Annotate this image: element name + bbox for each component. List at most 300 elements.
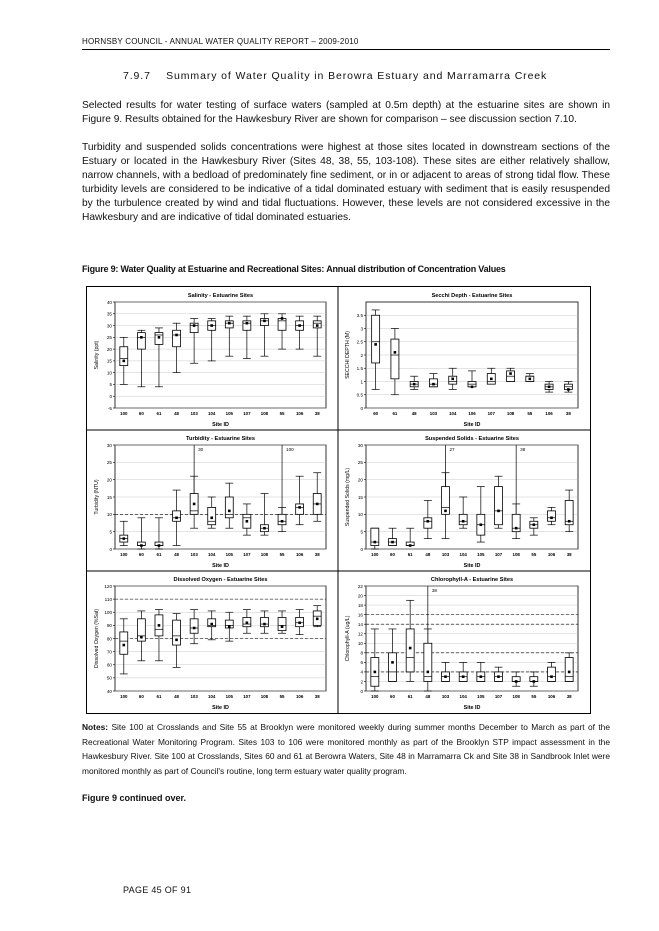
box-iqr bbox=[173, 330, 181, 346]
box-105 bbox=[225, 483, 233, 528]
mean-marker bbox=[391, 541, 394, 544]
box-107 bbox=[495, 476, 503, 528]
box-104 bbox=[208, 318, 216, 360]
box-iqr bbox=[565, 658, 573, 682]
box-55 bbox=[526, 374, 534, 382]
x-tick-label: 108 bbox=[260, 411, 269, 416]
x-tick-label: 103 bbox=[190, 694, 198, 699]
mean-marker bbox=[316, 618, 319, 621]
mean-marker bbox=[568, 671, 571, 674]
box-104 bbox=[459, 497, 467, 528]
box-iqr bbox=[173, 511, 181, 521]
running-header: HORNSBY COUNCIL - ANNUAL WATER QUALITY REPORT – 2009-2010 bbox=[82, 37, 610, 50]
y-tick-label: 120 bbox=[104, 583, 112, 589]
mean-marker bbox=[122, 537, 125, 540]
x-axis-label: Site ID bbox=[212, 422, 229, 428]
y-tick-label: 70 bbox=[106, 649, 112, 655]
x-tick-label: 48 bbox=[425, 552, 431, 557]
y-axis-label: Chlorophyll-A (ug/L) bbox=[345, 615, 351, 662]
x-tick-label: 103 bbox=[190, 552, 198, 557]
y-tick-label: 0 bbox=[109, 394, 112, 400]
x-tick-label: 106 bbox=[547, 552, 556, 557]
x-tick-label: 104 bbox=[459, 694, 467, 699]
y-tick-label: 10 bbox=[357, 512, 363, 518]
mean-marker bbox=[374, 671, 377, 674]
box-iqr bbox=[278, 514, 286, 524]
chart-title: Dissolved Oxygen - Estuarine Sites bbox=[173, 577, 268, 583]
plot-frame bbox=[366, 586, 578, 691]
box-106 bbox=[296, 610, 304, 635]
box-iqr bbox=[548, 667, 556, 681]
y-tick-label: 14 bbox=[357, 621, 363, 627]
box-iqr bbox=[190, 619, 198, 633]
box-108 bbox=[507, 368, 515, 381]
chart-1 bbox=[94, 293, 326, 428]
outlier-label: 27 bbox=[449, 447, 455, 452]
box-104 bbox=[208, 611, 216, 640]
box-55 bbox=[530, 518, 538, 535]
y-tick-label: 30 bbox=[106, 323, 112, 329]
x-tick-label: 105 bbox=[477, 694, 485, 699]
x-tick-label: 104 bbox=[459, 552, 467, 557]
box-104 bbox=[449, 368, 457, 389]
y-tick-label: 8 bbox=[360, 650, 363, 656]
box-107 bbox=[243, 504, 251, 535]
y-tick-label: 30 bbox=[357, 442, 363, 448]
x-tick-label: 38 bbox=[566, 694, 572, 699]
mean-marker bbox=[281, 625, 284, 628]
box-38 bbox=[313, 473, 321, 522]
x-tick-label: 55 bbox=[531, 552, 537, 557]
mean-marker bbox=[462, 520, 465, 523]
box-38 bbox=[313, 316, 321, 356]
x-tick-label: 104 bbox=[208, 552, 216, 557]
figure-panel bbox=[86, 286, 591, 714]
box-60 bbox=[389, 629, 397, 682]
x-tick-label: 61 bbox=[156, 552, 162, 557]
x-tick-label: 106 bbox=[295, 411, 304, 416]
x-tick-label: 107 bbox=[494, 552, 503, 557]
mean-marker bbox=[409, 647, 412, 650]
x-axis-label: Site ID bbox=[212, 705, 229, 711]
chart-title: Salinity - Estuarine Sites bbox=[187, 293, 254, 299]
y-tick-label: 1 bbox=[360, 379, 363, 385]
box-iqr bbox=[173, 620, 181, 645]
box-61 bbox=[155, 328, 163, 387]
y-axis-label: Dissolved Oxygen (%Sat) bbox=[94, 608, 100, 669]
box-48 bbox=[173, 323, 181, 372]
x-tick-label: 103 bbox=[441, 552, 450, 557]
box-106 bbox=[296, 476, 304, 525]
box-60 bbox=[137, 611, 145, 661]
x-tick-label: 108 bbox=[512, 694, 520, 699]
y-tick-label: 5 bbox=[360, 529, 363, 535]
mean-marker bbox=[210, 517, 213, 520]
x-tick-label: 60 bbox=[138, 694, 144, 699]
y-tick-label: 6 bbox=[360, 660, 363, 666]
mean-marker bbox=[550, 517, 553, 520]
x-tick-label: 55 bbox=[531, 694, 537, 699]
x-tick-label: 48 bbox=[174, 694, 179, 699]
x-tick-label: 55 bbox=[527, 411, 533, 416]
mean-marker bbox=[210, 623, 213, 626]
box-iqr bbox=[495, 487, 503, 525]
x-tick-label: 104 bbox=[449, 411, 457, 416]
x-tick-label: 107 bbox=[243, 552, 251, 557]
y-tick-label: 2 bbox=[360, 679, 363, 685]
mean-marker bbox=[497, 510, 500, 513]
mean-marker bbox=[533, 523, 536, 526]
y-tick-label: 40 bbox=[106, 299, 112, 305]
chart-title: Secchi Depth - Estuarine Sites bbox=[431, 293, 513, 299]
mean-marker bbox=[480, 523, 483, 526]
x-tick-label: 106 bbox=[295, 694, 304, 699]
x-tick-label: 61 bbox=[392, 411, 398, 416]
x-tick-label: 38 bbox=[314, 552, 320, 557]
mean-marker bbox=[515, 527, 518, 530]
y-tick-label: 80 bbox=[106, 636, 112, 642]
paragraph-intro: Selected results for water testing of surface waters (sampled at 0.5m depth) at the estuarine sites are shown in Figure 9. Results obtained for the Hawkesbury River are shown for comparison – see discussion section 7.10. bbox=[82, 100, 610, 125]
y-tick-label: 0 bbox=[360, 405, 363, 411]
chart-3 bbox=[94, 436, 326, 569]
mean-marker bbox=[175, 639, 178, 642]
x-tick-label: 108 bbox=[506, 411, 515, 416]
x-tick-label: 38 bbox=[314, 694, 320, 699]
box-55 bbox=[278, 611, 286, 633]
mean-marker bbox=[175, 517, 178, 520]
x-tick-label: 38 bbox=[566, 552, 572, 557]
box-106 bbox=[548, 507, 556, 524]
mean-marker bbox=[246, 520, 249, 523]
mean-marker bbox=[122, 360, 125, 363]
y-tick-label: 2.5 bbox=[356, 339, 363, 345]
y-axis-label: Turbidity (NTU) bbox=[94, 479, 100, 515]
box-38 bbox=[565, 490, 573, 532]
y-tick-label: 60 bbox=[106, 662, 112, 668]
mean-marker bbox=[432, 383, 435, 386]
outlier-label: 38 bbox=[520, 447, 526, 452]
x-tick-label: 107 bbox=[243, 411, 251, 416]
x-tick-label: 105 bbox=[225, 552, 233, 557]
y-axis-label: Suspended Solids (mg/L) bbox=[345, 467, 351, 527]
x-tick-label: 60 bbox=[390, 552, 395, 557]
x-axis-label: Site ID bbox=[463, 422, 481, 428]
x-tick-label: 38 bbox=[565, 411, 571, 416]
notes-label: Notes: bbox=[82, 722, 109, 732]
chart-5 bbox=[94, 577, 326, 711]
y-tick-label: 10 bbox=[106, 512, 112, 518]
y-axis-label: SECCHI DEPTH (M) bbox=[345, 331, 351, 379]
x-tick-label: 55 bbox=[279, 694, 285, 699]
chart-4 bbox=[345, 436, 578, 569]
x-tick-label: 100 bbox=[371, 694, 379, 699]
y-tick-label: 90 bbox=[106, 623, 112, 629]
box-103 bbox=[442, 662, 450, 681]
mean-marker bbox=[391, 661, 394, 664]
x-tick-label: 60 bbox=[390, 694, 395, 699]
mean-marker bbox=[175, 334, 178, 337]
y-tick-label: 5 bbox=[109, 382, 112, 388]
paragraph-turbidity: Turbidity and suspended solids concentrations were highest at those sites located in downstream sections of the Estuary or located in the Hawkesbury River (Sites 48, 38, 55, 103-108). These sites are either relatively shallow, narrow channels, with a bedload of predominately fine sediment, or in or adjacent to areas of strong tidal flow. These turbidity levels are considered to be indicative of a tidal dominated estuary with sediment that is easily resuspended by the turbulence created by wind and tidal fluctuations. However, these levels are not considered excessive in the Hawkesbury and are indicative of tidal dominated estuaries. bbox=[82, 142, 610, 223]
box-61 bbox=[406, 528, 414, 547]
y-tick-label: 0.5 bbox=[356, 392, 363, 398]
mean-marker bbox=[480, 675, 483, 678]
box-iqr bbox=[372, 315, 380, 363]
x-tick-label: 55 bbox=[279, 552, 285, 557]
mean-marker bbox=[263, 320, 266, 323]
mean-marker bbox=[193, 503, 196, 506]
mean-marker bbox=[193, 627, 196, 630]
x-tick-label: 107 bbox=[243, 694, 251, 699]
y-tick-label: 20 bbox=[106, 477, 112, 483]
y-tick-label: 2 bbox=[360, 352, 363, 358]
mean-marker bbox=[374, 343, 377, 346]
x-tick-label: 60 bbox=[373, 411, 379, 416]
x-tick-label: 60 bbox=[138, 411, 144, 416]
box-38 bbox=[565, 653, 573, 682]
box-iqr bbox=[120, 632, 128, 654]
y-tick-label: 4 bbox=[360, 669, 363, 675]
box-105 bbox=[477, 487, 485, 542]
y-tick-label: 10 bbox=[106, 370, 112, 376]
mean-marker bbox=[298, 621, 301, 624]
mean-marker bbox=[228, 322, 231, 325]
mean-marker bbox=[140, 544, 143, 547]
mean-marker bbox=[140, 636, 143, 639]
x-tick-label: 107 bbox=[487, 411, 495, 416]
mean-marker bbox=[158, 544, 161, 547]
box-106 bbox=[545, 382, 553, 393]
mean-marker bbox=[316, 324, 319, 327]
mean-marker bbox=[462, 675, 465, 678]
x-axis-label: Site ID bbox=[212, 563, 229, 569]
mean-marker bbox=[158, 336, 161, 339]
box-106 bbox=[468, 371, 476, 388]
y-tick-label: 20 bbox=[106, 346, 112, 352]
chart-title: Suspended Solids - Estuarine Sites bbox=[425, 436, 519, 442]
x-tick-label: 61 bbox=[407, 694, 413, 699]
mean-marker bbox=[427, 671, 430, 674]
x-tick-label: 104 bbox=[208, 694, 216, 699]
box-iqr bbox=[137, 333, 145, 349]
box-105 bbox=[225, 612, 233, 641]
outlier-label: 38 bbox=[431, 588, 437, 593]
box-iqr bbox=[389, 653, 397, 682]
box-48 bbox=[424, 500, 432, 538]
box-105 bbox=[477, 662, 485, 681]
box-61 bbox=[155, 610, 163, 661]
x-tick-label: 48 bbox=[174, 552, 179, 557]
mean-marker bbox=[444, 675, 447, 678]
mean-marker bbox=[122, 644, 125, 647]
plot-frame bbox=[115, 302, 326, 408]
box-iqr bbox=[120, 347, 128, 366]
mean-marker bbox=[509, 372, 512, 375]
chart-6 bbox=[345, 577, 578, 711]
mean-marker bbox=[471, 386, 474, 389]
continued-note: Figure 9 continued over. bbox=[82, 793, 187, 803]
box-108 bbox=[261, 611, 269, 633]
x-tick-label: 55 bbox=[279, 411, 285, 416]
mean-marker bbox=[228, 510, 231, 513]
x-tick-label: 106 bbox=[295, 552, 304, 557]
box-100 bbox=[120, 521, 128, 545]
mean-marker bbox=[140, 336, 143, 339]
y-tick-label: 22 bbox=[357, 583, 363, 589]
box-iqr bbox=[406, 629, 414, 672]
x-tick-label: 107 bbox=[494, 694, 503, 699]
mean-marker bbox=[444, 510, 447, 513]
page-footer: PAGE 45 OF 91 bbox=[123, 885, 192, 895]
y-tick-label: 0 bbox=[360, 688, 363, 694]
mean-marker bbox=[497, 675, 500, 678]
y-tick-label: 1.5 bbox=[356, 366, 363, 372]
mean-marker bbox=[298, 506, 301, 509]
x-tick-label: 105 bbox=[225, 694, 233, 699]
box-48 bbox=[173, 614, 181, 668]
box-103 bbox=[190, 318, 198, 363]
chart-title: Turbidity - Estuarine Sites bbox=[186, 436, 255, 442]
box-55 bbox=[530, 672, 538, 686]
box-plot-charts bbox=[87, 287, 590, 713]
box-60 bbox=[137, 518, 145, 549]
box-iqr bbox=[391, 339, 399, 379]
y-tick-label: 15 bbox=[106, 358, 112, 364]
x-tick-label: 48 bbox=[411, 411, 417, 416]
box-48 bbox=[410, 376, 418, 389]
x-axis-label: Site ID bbox=[463, 705, 481, 711]
x-tick-label: 103 bbox=[441, 694, 450, 699]
figure-title: Figure 9: Water Quality at Estuarine and Recreational Sites: Annual distribution of Concentration Values bbox=[82, 264, 506, 274]
mean-marker bbox=[490, 378, 493, 381]
mean-marker bbox=[427, 520, 430, 523]
y-tick-label: 3.5 bbox=[356, 313, 363, 319]
chart-2 bbox=[345, 293, 578, 428]
mean-marker bbox=[394, 351, 397, 354]
x-tick-label: 108 bbox=[260, 694, 269, 699]
mean-marker bbox=[246, 621, 249, 624]
y-tick-label: 3 bbox=[360, 326, 363, 332]
x-tick-label: 61 bbox=[156, 694, 162, 699]
box-100 bbox=[120, 619, 128, 674]
mean-marker bbox=[210, 324, 213, 327]
outlier-label: 100 bbox=[286, 447, 294, 452]
box-106 bbox=[296, 316, 304, 349]
x-tick-label: 38 bbox=[314, 411, 320, 416]
box-108 bbox=[261, 314, 269, 356]
x-tick-label: 108 bbox=[512, 552, 520, 557]
x-tick-label: 100 bbox=[120, 411, 128, 416]
box-61 bbox=[155, 518, 163, 549]
x-tick-label: 104 bbox=[208, 411, 216, 416]
mean-marker bbox=[529, 378, 532, 381]
outlier-label: 30 bbox=[198, 447, 204, 452]
x-tick-label: 103 bbox=[429, 411, 438, 416]
box-iqr bbox=[449, 376, 457, 384]
mean-marker bbox=[316, 503, 319, 506]
section-title: Summary of Water Quality in Berowra Estuary and Marramarra Creek bbox=[166, 70, 548, 82]
box-100 bbox=[371, 528, 379, 549]
mean-marker bbox=[567, 388, 570, 391]
box-104 bbox=[459, 662, 467, 681]
box-iqr bbox=[429, 379, 437, 387]
mean-marker bbox=[263, 527, 266, 530]
mean-marker bbox=[451, 378, 454, 381]
mean-marker bbox=[281, 317, 284, 320]
y-tick-label: 18 bbox=[357, 602, 363, 608]
box-55 bbox=[278, 314, 286, 349]
x-tick-label: 108 bbox=[260, 552, 269, 557]
box-61 bbox=[406, 600, 414, 681]
box-61 bbox=[391, 329, 399, 395]
y-tick-label: 50 bbox=[106, 675, 112, 681]
box-103 bbox=[429, 374, 437, 387]
x-tick-label: 61 bbox=[407, 552, 413, 557]
y-tick-label: 20 bbox=[357, 477, 363, 483]
box-108 bbox=[512, 672, 520, 686]
section-number: 7.9.7 bbox=[123, 70, 151, 82]
box-iqr bbox=[278, 618, 286, 631]
y-tick-label: 25 bbox=[106, 335, 112, 341]
y-tick-label: 30 bbox=[106, 442, 112, 448]
x-tick-label: 106 bbox=[547, 694, 556, 699]
mean-marker bbox=[193, 324, 196, 327]
box-iqr bbox=[278, 318, 286, 330]
y-tick-label: 10 bbox=[357, 641, 363, 647]
mean-marker bbox=[533, 680, 536, 683]
box-100 bbox=[371, 629, 379, 691]
y-tick-label: 15 bbox=[106, 494, 112, 500]
mean-marker bbox=[568, 520, 571, 523]
y-tick-label: 35 bbox=[106, 311, 112, 317]
mean-marker bbox=[374, 541, 377, 544]
mean-marker bbox=[298, 324, 301, 327]
mean-marker bbox=[413, 383, 416, 386]
box-105 bbox=[225, 316, 233, 356]
x-tick-label: 60 bbox=[138, 552, 144, 557]
box-iqr bbox=[424, 518, 432, 528]
box-iqr bbox=[548, 511, 556, 521]
x-tick-label: 48 bbox=[425, 694, 431, 699]
figure-notes bbox=[82, 720, 610, 778]
x-tick-label: 105 bbox=[225, 411, 233, 416]
box-60 bbox=[372, 310, 380, 390]
box-107 bbox=[243, 610, 251, 634]
x-tick-label: 106 bbox=[468, 411, 476, 416]
box-60 bbox=[389, 528, 397, 545]
box-38 bbox=[564, 382, 572, 393]
x-tick-label: 100 bbox=[371, 552, 379, 557]
box-iqr bbox=[296, 504, 304, 514]
mean-marker bbox=[515, 680, 518, 683]
mean-marker bbox=[228, 625, 231, 628]
y-tick-label: 0 bbox=[360, 546, 363, 552]
x-tick-label: 100 bbox=[120, 552, 128, 557]
box-48 bbox=[173, 490, 181, 545]
y-tick-label: 40 bbox=[106, 688, 112, 694]
x-tick-label: 61 bbox=[156, 411, 162, 416]
box-60 bbox=[137, 330, 145, 387]
x-tick-label: 106 bbox=[545, 411, 553, 416]
y-tick-label: 15 bbox=[357, 494, 363, 500]
y-tick-label: 25 bbox=[357, 460, 363, 466]
box-iqr bbox=[459, 514, 467, 524]
box-100 bbox=[120, 337, 128, 384]
mean-marker bbox=[281, 520, 284, 523]
mean-marker bbox=[548, 386, 551, 389]
y-tick-label: 16 bbox=[357, 612, 363, 618]
y-tick-label: 5 bbox=[109, 529, 112, 535]
